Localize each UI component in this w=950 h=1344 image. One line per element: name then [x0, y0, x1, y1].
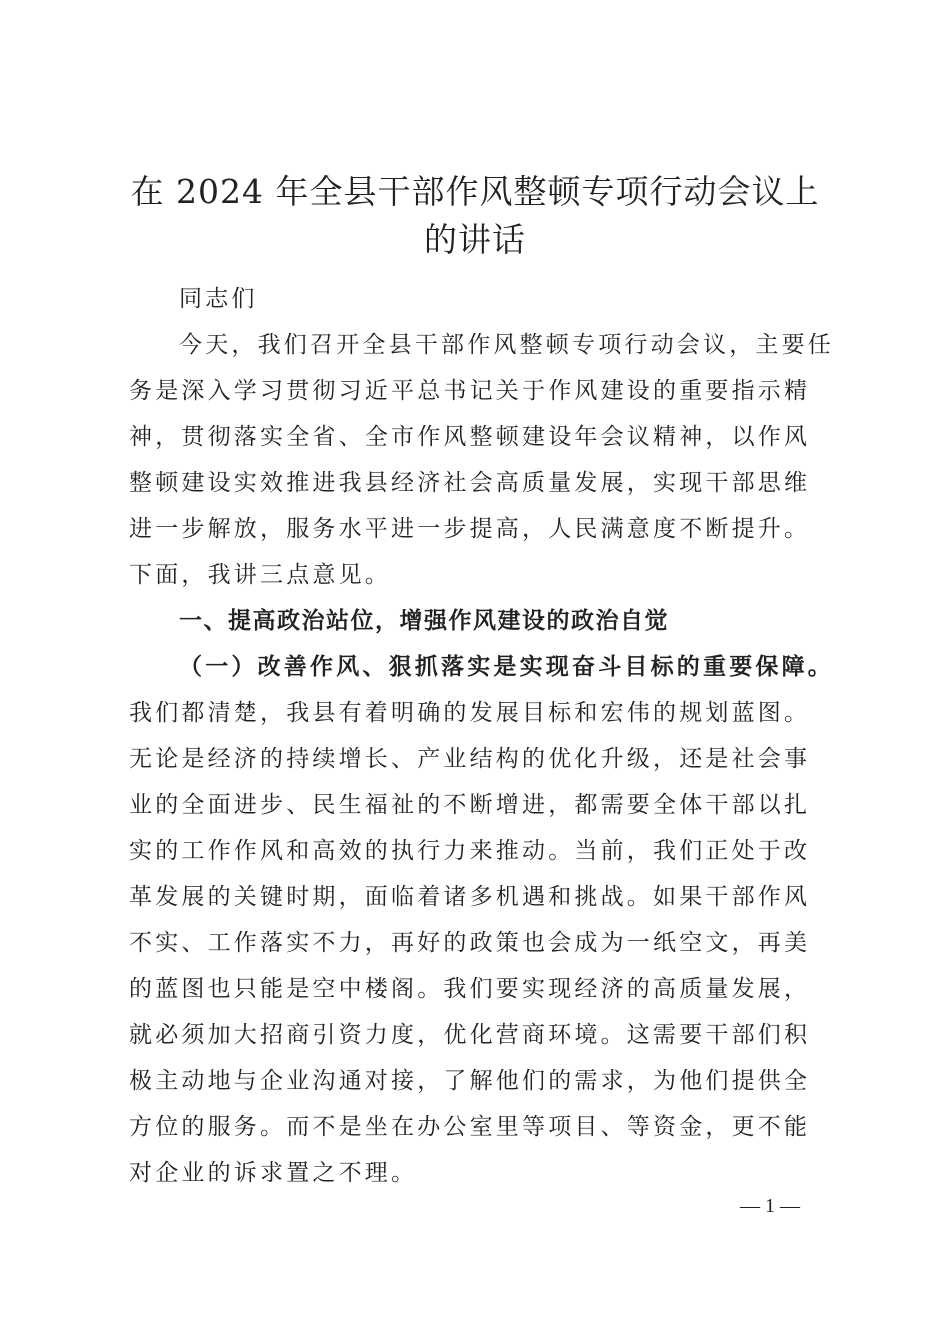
subsection-paragraph-1 [129, 644, 834, 1196]
subsection-body-1: 我们都清楚，我县有着明确的发展目标和宏伟的规划蓝图。无论是经济的持续增长、产业结构的优化升级，还是社会事业的全面进步、民生福祉的不断增进，都需要全体干部以扎实的工作作风和高效的执行力来推动。当前，我们正处于改革发展的关键时期，面临着诸多机遇和挑战。如果干部作风不实、工作落实不力，再好的政策也会成为一纸空文，再美的蓝图也只能是空中楼阁。我们要实现经济的高质量发展，就必须加大招商引资力度，优化营商环境。这需要干部们积极主动地与企业沟通对接，了解他们的需求，为他们提供全方位的服务。而不是坐在办公室里等项目、等资金，更不能对企业的诉求置之不理。 [129, 700, 811, 1186]
title-line-2: 的讲话 [424, 220, 526, 259]
page-title [120, 168, 830, 264]
salutation: 同志们 [179, 286, 258, 312]
title-line-1: 在 2024 年全县干部作风整顿专项行动会议上 [130, 172, 820, 211]
document-body [129, 276, 834, 1196]
section-heading-1: 一、提高政治站位，增强作风建设的政治自觉 [179, 608, 669, 634]
page-number: — 1 — [740, 1195, 800, 1217]
subsection-heading-1: （一）改善作风、狠抓落实是实现奋斗目标的重要保障。 [179, 653, 834, 680]
intro-paragraph: 今天，我们召开全县干部作风整顿专项行动会议，主要任务是深入学习贯彻习近平总书记关于作风建设的重要指示精神，贯彻落实全省、全市作风整顿建设年会议精神，以作风整顿建设实效推进我县经济社会高质量发展，实现干部思维进一步解放，服务水平进一步提高，人民满意度不断提升。下面，我讲三点意见。 [129, 332, 834, 588]
